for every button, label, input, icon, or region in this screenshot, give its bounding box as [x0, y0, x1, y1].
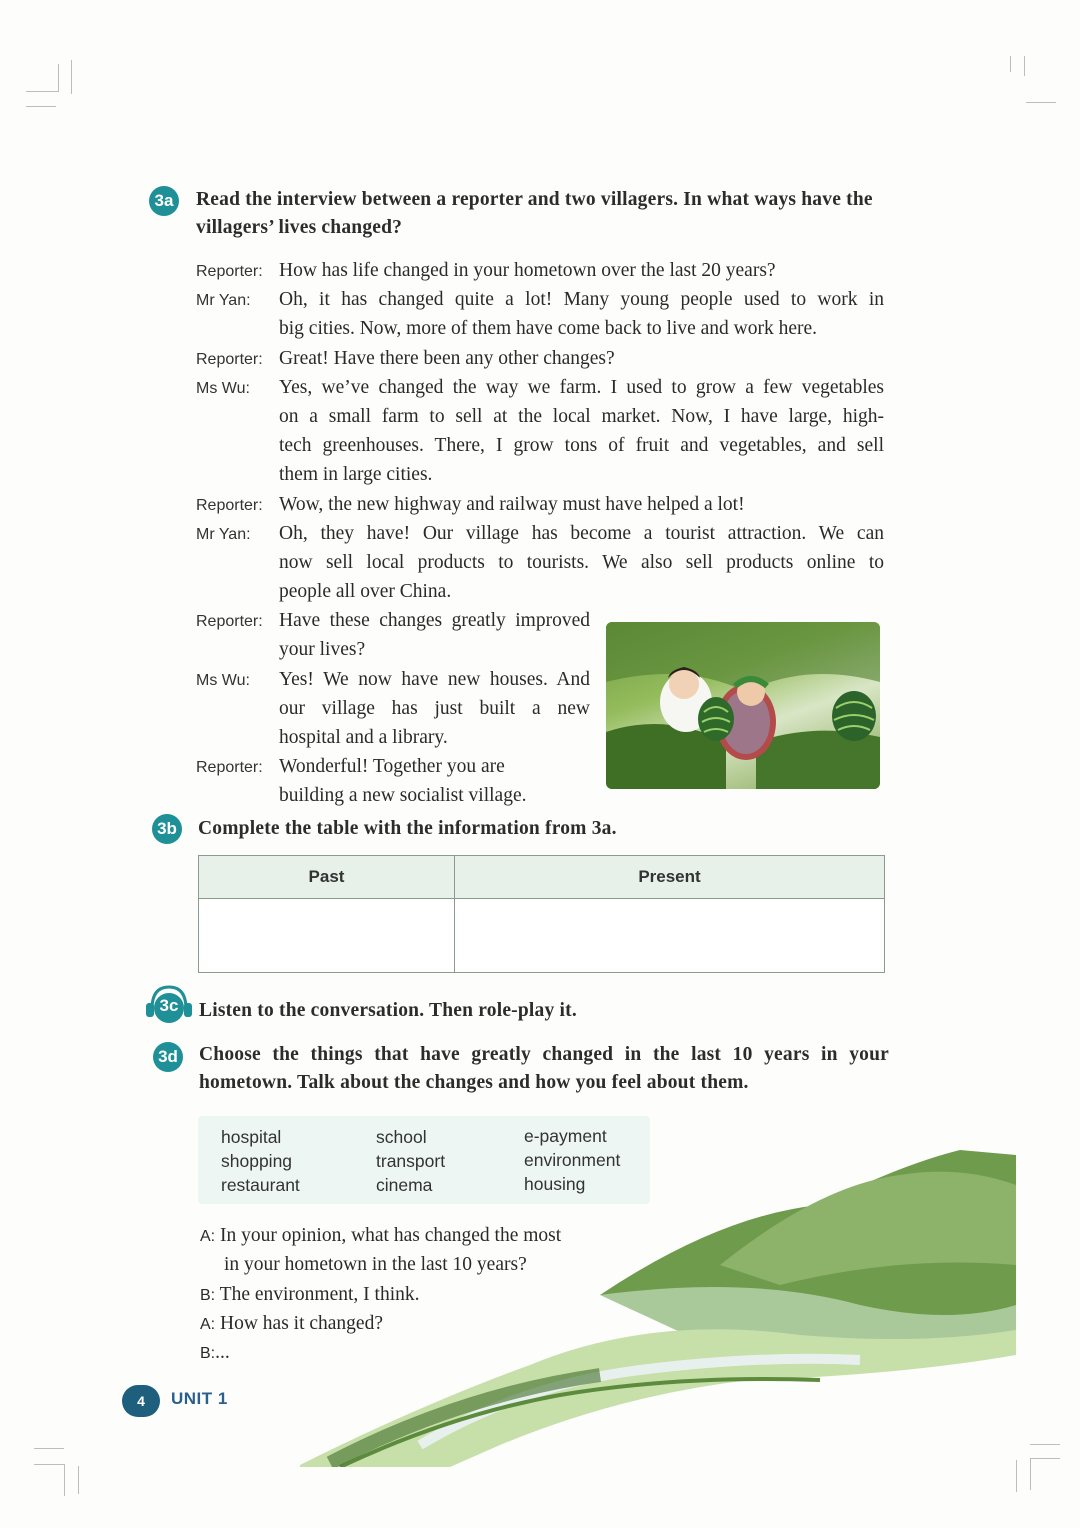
- dialogue-line: now sell local products to tourists. We also sell products online to: [279, 551, 884, 573]
- word-item[interactable]: restaurant: [221, 1175, 300, 1195]
- section-3c-badge: 3c: [159, 996, 179, 1015]
- dialogue-line: tech greenhouses. There, I grow tons of fruit and vegetables, and sell: [279, 435, 884, 457]
- unit-label: UNIT 1: [171, 1389, 228, 1408]
- dialogue-line: Oh, they have! Our village has become a tourist attraction. We can: [279, 522, 884, 544]
- greenhouse-photo: [606, 622, 880, 789]
- dialogue-line: hospital and a library.: [279, 727, 448, 748]
- section-3c-heading: Listen to the conversation. Then role-play it.: [199, 1000, 577, 1021]
- table-cell-past[interactable]: [199, 899, 455, 973]
- word-item[interactable]: environment: [524, 1150, 621, 1170]
- speaker-label: A:: [200, 1228, 216, 1245]
- conversation-line: in your hometown in the last 10 years?: [224, 1254, 527, 1276]
- table-header-past: Past: [199, 856, 455, 899]
- speaker-label: Mr Yan:: [196, 292, 251, 310]
- speaker-label: B:: [200, 1345, 216, 1363]
- dialogue-line: big cities. Now, more of them have come back to live and work here.: [279, 318, 818, 340]
- speaker-label: Reporter:: [196, 496, 263, 514]
- dialogue-line: Yes! We now have new houses. And: [279, 668, 590, 690]
- speaker-label: Reporter:: [196, 613, 263, 631]
- dialogue-line: How has life changed in your hometown over the last 20 years?: [279, 260, 776, 281]
- dialogue-line: our village has just built a new: [279, 697, 590, 719]
- section-3d-badge: 3d: [153, 1042, 183, 1072]
- conversation-line: ...: [215, 1342, 230, 1364]
- dialogue-line: building a new socialist village.: [279, 785, 527, 807]
- dialogue-line: on a small farm to sell at the local market. Now, I have large, high-: [279, 405, 884, 427]
- speaker-label: Mr Yan:: [196, 525, 251, 543]
- dialogue-line: Wow, the new highway and railway must have helped a lot!: [279, 493, 745, 515]
- dialogue-line: your lives?: [279, 639, 366, 661]
- dialogue-line: Great! Have there been any other changes?: [279, 347, 615, 369]
- speaker-label: Ms Wu:: [196, 379, 250, 397]
- speaker-label: B:: [200, 1286, 216, 1304]
- past-present-table: [198, 855, 885, 973]
- conversation-line: The environment, I think.: [219, 1283, 420, 1305]
- word-item[interactable]: shopping: [221, 1151, 293, 1171]
- section-3b-badge: 3b: [152, 814, 182, 844]
- table-cell-present[interactable]: [455, 899, 885, 973]
- section-3b-heading: Complete the table with the information from 3a.: [198, 818, 617, 839]
- speaker-label: A:: [200, 1315, 216, 1333]
- speaker-label: Reporter:: [196, 350, 263, 368]
- table-header-present: Present: [455, 856, 885, 899]
- speaker-label: Reporter:: [196, 263, 263, 280]
- dialogue-line: them in large cities.: [279, 464, 433, 486]
- speaker-label: Ms Wu:: [196, 671, 250, 689]
- dialogue-line: Yes, we’ve changed the way we farm. I used to grow a few vegetables: [279, 376, 884, 398]
- conversation-line: How has it changed?: [220, 1312, 383, 1334]
- word-item[interactable]: school: [376, 1127, 427, 1147]
- dialogue-line: Have these changes greatly improved: [279, 610, 590, 632]
- dialogue-line: Wonderful! Together you are: [279, 756, 505, 778]
- sample-conversation: [200, 1221, 660, 1367]
- section-3a-heading: Read the interview between a reporter and two villagers. In what ways have the villagers’ lives changed?: [196, 189, 873, 238]
- word-item[interactable]: hospital: [221, 1127, 282, 1147]
- section-3a-badge: 3a: [149, 186, 179, 216]
- conversation-line: In your opinion, what has changed the most: [220, 1225, 562, 1246]
- dialogue-line: Oh, it has changed quite a lot! Many young people used to work in: [279, 289, 884, 311]
- word-item[interactable]: housing: [524, 1174, 586, 1194]
- word-item[interactable]: e-payment: [524, 1126, 607, 1146]
- greenhouse-photo-illustration: [606, 622, 880, 789]
- speaker-label: Reporter:: [196, 759, 263, 777]
- page-number: 4: [122, 1385, 160, 1417]
- word-item[interactable]: transport: [376, 1151, 446, 1171]
- word-item[interactable]: cinema: [376, 1175, 433, 1195]
- section-3d-heading: Choose the things that have greatly changed in the last 10 years in your hometown. Talk about the changes and how you feel about them.: [199, 1044, 889, 1093]
- dialogue-line: people all over China.: [279, 581, 452, 603]
